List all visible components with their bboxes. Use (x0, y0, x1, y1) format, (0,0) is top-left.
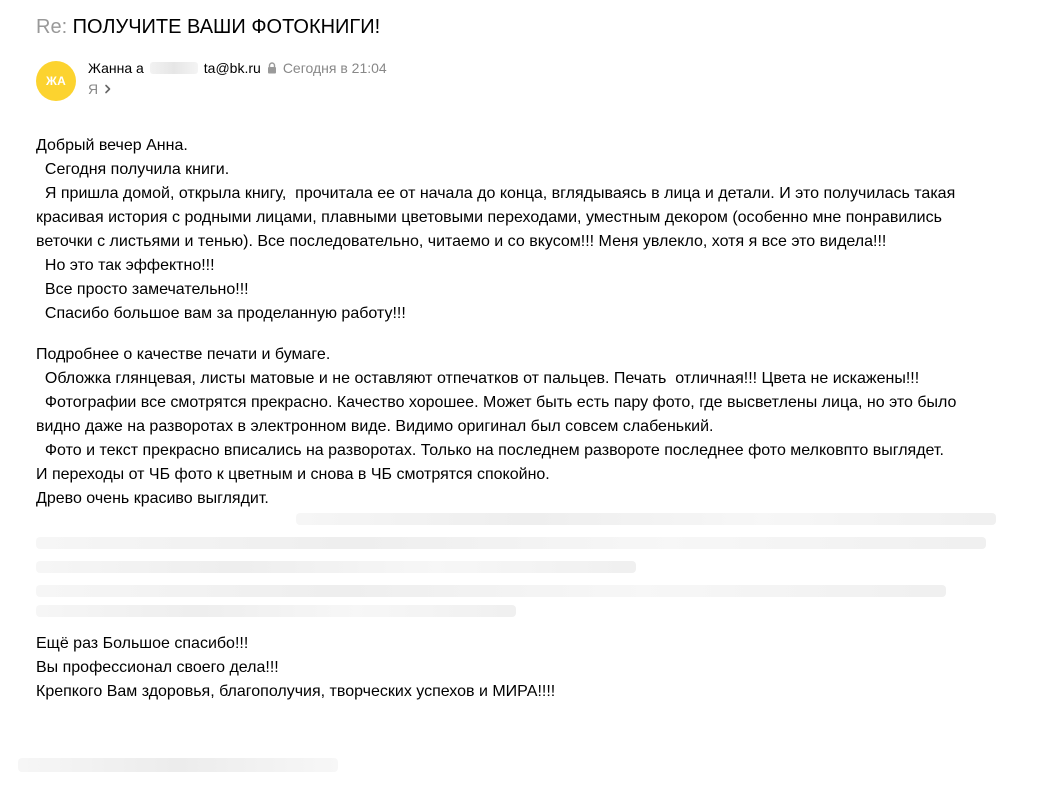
subject-prefix: Re: (36, 16, 68, 38)
closing-line: Вы профессионал своего дела!!! (36, 659, 279, 676)
redacted-bar (36, 585, 946, 597)
redacted-block (36, 509, 1011, 615)
email-date: Сегодня в 21:04 (282, 60, 387, 76)
redacted-bar (36, 561, 636, 573)
redacted-bar (36, 537, 986, 549)
body-line: Но это так эффектно!!! (36, 257, 215, 274)
chevron-right-icon[interactable] (104, 84, 112, 94)
sender-email[interactable]: ta@bk.ru (203, 60, 261, 76)
avatar-initials: ЖА (45, 74, 67, 88)
subject-text: ПОЛУЧИТЕ ВАШИ ФОТОКНИГИ! (67, 16, 381, 38)
email-body (36, 134, 1011, 704)
redacted-footer (18, 758, 338, 772)
sender-name[interactable]: Жанна а (88, 60, 144, 76)
sender-avatar[interactable] (36, 61, 76, 101)
body-line: Обложка глянцевая, листы матовые и не оставляют отпечатков от пальцев. Печать отличная!!! Цвета не искажены!!! (36, 370, 920, 387)
spacer (36, 615, 1011, 632)
body-line: Фото и текст прекрасно вписались на разворотах. Только на последнем развороте последнее фото мелковпто выглядет. (36, 442, 944, 459)
recipient-line[interactable] (88, 80, 112, 98)
redacted-bar (36, 605, 516, 617)
recipient-name[interactable]: Я (88, 81, 99, 97)
email-subject (36, 14, 380, 40)
body-line: И переходы от ЧБ фото к цветным и снова в ЧБ смотрятся спокойно. (36, 466, 550, 483)
body-line: Сегодня получила книги. (36, 161, 230, 178)
body-line: Древо очень красиво выглядит. (36, 490, 269, 507)
section-title: Подробнее о качестве печати и бумаге. (36, 346, 331, 363)
closing-line: Крепкого Вам здоровья, благополучия, творческих успехов и МИРА!!!! (36, 683, 556, 700)
body-line: Я пришла домой, открыла книгу, прочитала ее от начала до конца, вглядываясь в лица и детали. И это получилась такая красивая история с родными лицами, плавными цветовыми переходами, уместным декором (особенно мне понравились веточки с листьями и тенью). Все последовательно, читаемо и со вкусом!!! Меня увлекло, хотя я все это видела!!! (36, 185, 960, 250)
sender-email-redacted (150, 62, 198, 74)
body-line: Все просто замечательно!!! (36, 281, 249, 298)
redacted-bar (296, 513, 996, 525)
body-line: Фотографии все смотрятся прекрасно. Качество хорошее. Может быть есть пару фото, где высветлены лица, но это было видно даже на разворотах в электронном виде. Видимо оригинал был совсем слабенький. (36, 394, 961, 435)
lock-icon (267, 62, 277, 74)
sender-line (88, 59, 387, 77)
greeting: Добрый вечер Анна. (36, 137, 188, 154)
body-line: Спасибо большое вам за проделанную работу!!! (36, 305, 406, 322)
spacer (36, 326, 1011, 343)
closing-line: Ещё раз Большое спасибо!!! (36, 635, 249, 652)
